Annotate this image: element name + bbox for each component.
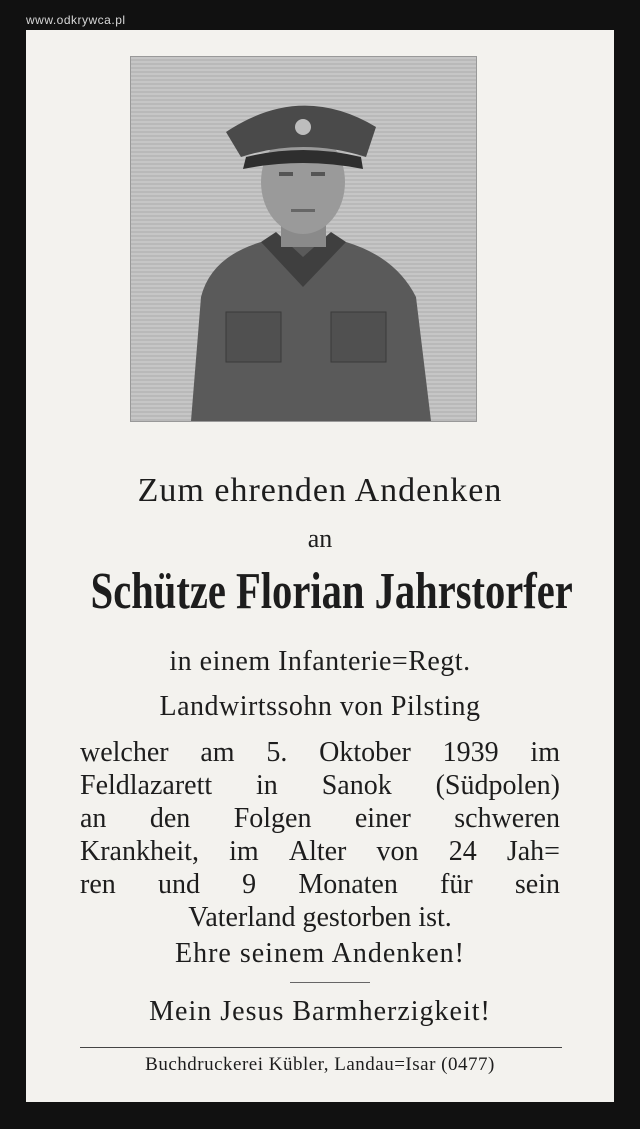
paragraph-line: Krankheit, im Alter von 24 Jah= [80,836,560,867]
watermark: www.odkrywca.pl [26,13,126,27]
heading: Zum ehrenden Andenken [137,472,503,509]
paragraph-line: an den Folgen einer schweren [80,803,560,834]
paragraph-line: Feldlazarett in Sanok (Südpolen) [80,770,560,801]
soldier-portrait-image [131,57,476,421]
heading-an: an [307,524,333,553]
deceased-name: Schütze Florian Jahrstorfer [90,563,573,620]
prayer-line: Mein Jesus Barmherzigkeit! [149,996,491,1027]
unit-line: in einem Infanterie=Regt. [169,646,471,677]
origin-line: Landwirtssohn von Pilsting [159,691,481,722]
paragraph-line: welcher am 5. Oktober 1939 im [80,737,560,768]
death-paragraph [80,736,560,934]
paragraph-line: ren und 9 Monaten für sein [80,869,560,900]
divider [290,982,370,983]
paragraph-line: Vaterland gestorben ist. [188,902,452,933]
honor-line: Ehre seinem Andenken! [174,938,466,969]
printer-footer: Buchdruckerei Kübler, Landau=Isar (0477) [145,1054,495,1075]
portrait-photo [130,56,477,422]
footer-divider [80,1047,562,1048]
